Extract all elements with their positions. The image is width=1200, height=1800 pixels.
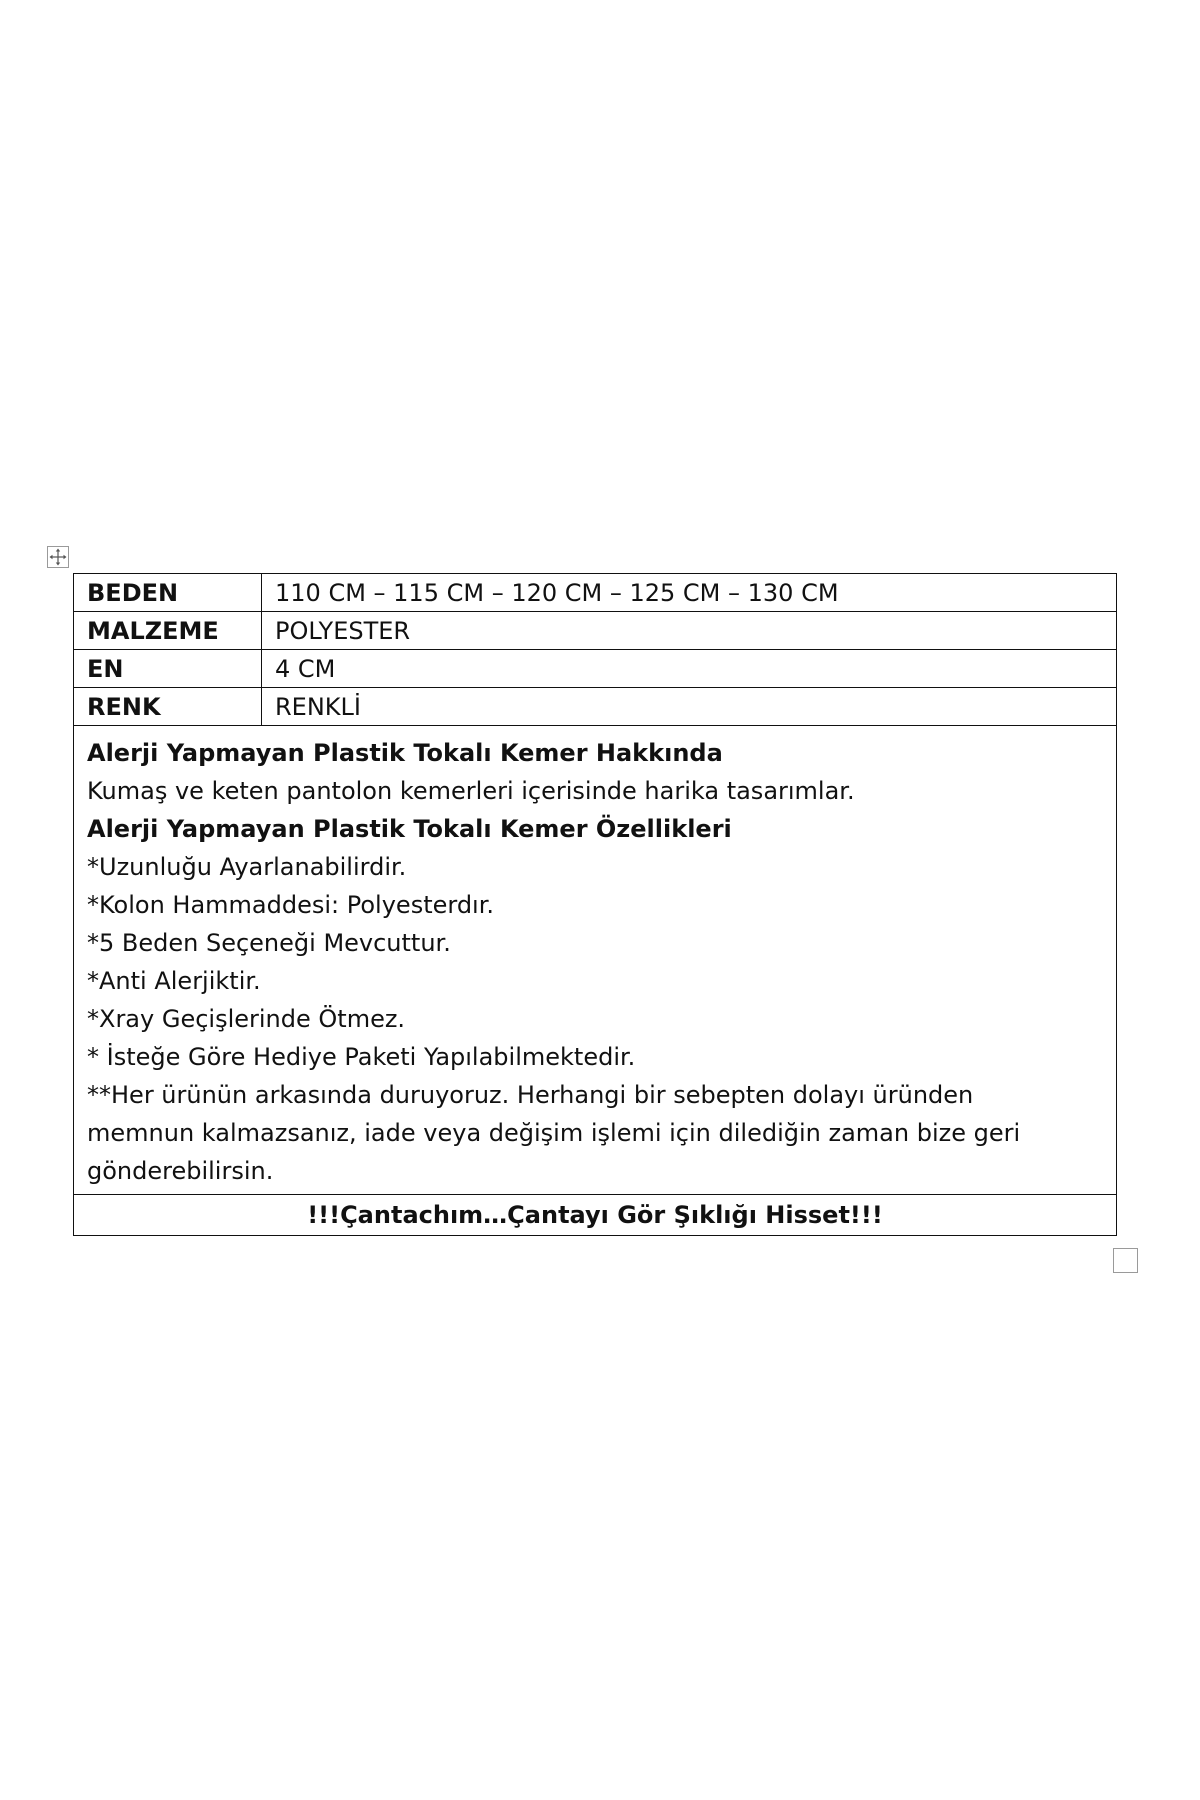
move-arrows-icon bbox=[48, 547, 68, 567]
feature-item: *5 Beden Seçeneği Mevcuttur. bbox=[87, 929, 451, 957]
spec-row-renk bbox=[74, 688, 1117, 726]
spec-row-beden bbox=[74, 574, 1117, 612]
spec-value: POLYESTER bbox=[262, 612, 1117, 650]
spec-key: EN bbox=[74, 650, 262, 688]
spec-value: RENKLİ bbox=[262, 688, 1117, 726]
description-row bbox=[74, 726, 1117, 1195]
slogan: !!!Çantachım…Çantayı Gör Şıklığı Hisset!!! bbox=[74, 1195, 1117, 1236]
table-move-handle-icon[interactable] bbox=[47, 546, 69, 568]
description-cell bbox=[74, 726, 1117, 1195]
features-heading: Alerji Yapmayan Plastik Tokalı Kemer Özellikleri bbox=[87, 815, 732, 843]
guarantee-text: **Her ürünün arkasında duruyoruz. Herhangi bir sebepten dolayı üründen memnun kalmazsanız, iade veya değişim işlemi için dilediğin zaman bize geri gönderebilirsin. bbox=[87, 1081, 1021, 1185]
product-info-table bbox=[73, 573, 1117, 1236]
spec-key: RENK bbox=[74, 688, 262, 726]
feature-item: *Anti Alerjiktir. bbox=[87, 967, 261, 995]
spec-key: BEDEN bbox=[74, 574, 262, 612]
feature-item: * İsteğe Göre Hediye Paketi Yapılabilmektedir. bbox=[87, 1043, 636, 1071]
about-text: Kumaş ve keten pantolon kemerleri içerisinde harika tasarımlar. bbox=[87, 777, 855, 805]
spec-row-malzeme bbox=[74, 612, 1117, 650]
table-resize-handle-icon[interactable] bbox=[1113, 1248, 1138, 1273]
spec-value: 110 CM – 115 CM – 120 CM – 125 CM – 130 CM bbox=[262, 574, 1117, 612]
spec-key: MALZEME bbox=[74, 612, 262, 650]
feature-item: *Kolon Hammaddesi: Polyesterdır. bbox=[87, 891, 495, 919]
feature-item: *Uzunluğu Ayarlanabilirdir. bbox=[87, 853, 407, 881]
feature-item: *Xray Geçişlerinde Ötmez. bbox=[87, 1005, 406, 1033]
footer-row bbox=[74, 1195, 1117, 1236]
spec-row-en bbox=[74, 650, 1117, 688]
about-heading: Alerji Yapmayan Plastik Tokalı Kemer Hakkında bbox=[87, 739, 723, 767]
spec-value: 4 CM bbox=[262, 650, 1117, 688]
